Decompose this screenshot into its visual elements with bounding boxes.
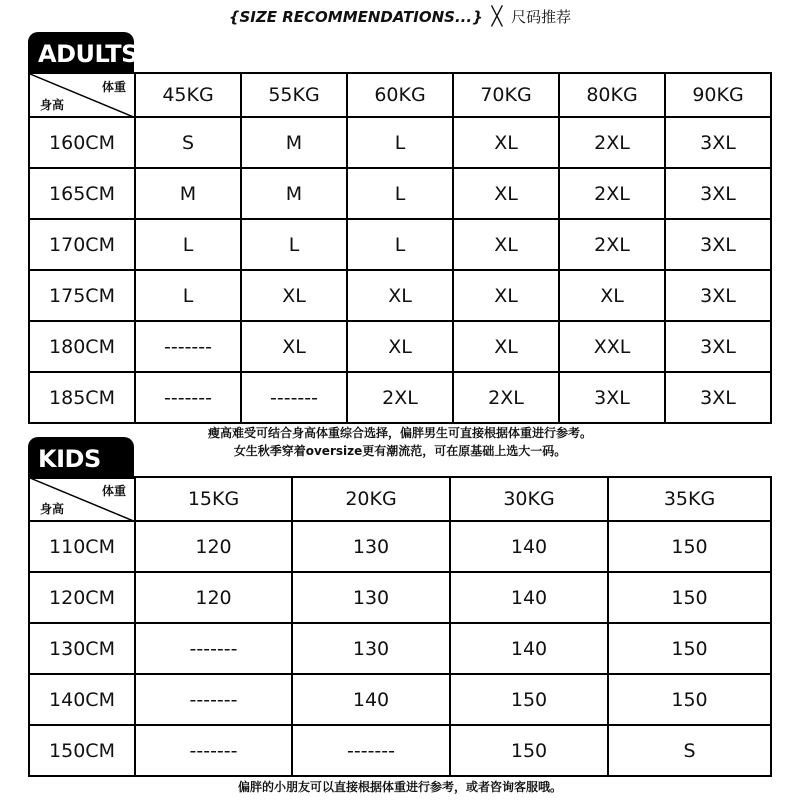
size-cell: 2XL [347,372,453,423]
size-cell: 3XL [665,117,771,168]
adults-note-2: 女生秋季穿着oversize更有潮流范，可在原基础上选大一码。 [233,444,567,458]
adults-note-1: 瘦高难受可结合身高体重综合选择，偏胖男生可直接根据体重进行参考。 [207,426,592,440]
row-height-label: 185CM [29,372,135,423]
size-cell: XL [453,117,559,168]
size-cell: 3XL [665,168,771,219]
header-title-zh: 尺码推荐 [511,8,572,26]
table-row [29,372,771,423]
size-cell: 3XL [559,372,665,423]
size-cell: XL [347,321,453,372]
size-cell: 150 [450,725,608,776]
size-cell: ------- [135,623,292,674]
table-row [29,168,771,219]
size-cell: ------- [135,674,292,725]
table-row [29,572,771,623]
row-height-label: 160CM [29,117,135,168]
size-cell: 120 [135,521,292,572]
page-header [0,6,800,27]
size-cell: 130 [292,521,450,572]
corner-height-label: 身高 [40,98,65,112]
size-cell: 2XL [559,219,665,270]
size-cell: 150 [608,521,771,572]
size-cell: 150 [608,674,771,725]
row-height-label: 120CM [29,572,135,623]
table-row [29,219,771,270]
size-cell: L [347,168,453,219]
column-header: 15KG [135,477,292,521]
kids-header-row [29,477,771,521]
row-height-label: 175CM [29,270,135,321]
kids-badge: KIDS [28,437,134,479]
size-cell: 150 [608,623,771,674]
kids-size-table [28,476,772,777]
size-cell: S [135,117,241,168]
size-cell: 3XL [665,321,771,372]
row-height-label: 170CM [29,219,135,270]
size-cell: ------- [241,372,347,423]
size-cell: 2XL [559,168,665,219]
size-cell: M [135,168,241,219]
adults-corner-cell [29,73,135,117]
size-cell: 2XL [559,117,665,168]
size-cell: XL [453,168,559,219]
kids-note: 偏胖的小朋友可以直接根据体重进行参考，或者咨询客服哦。 [237,780,562,794]
table-row [29,674,771,725]
size-cell: XL [241,321,347,372]
column-header: 70KG [453,73,559,117]
adults-header-row [29,73,771,117]
size-cell: XL [559,270,665,321]
size-cell: 130 [292,623,450,674]
size-cell: S [608,725,771,776]
table-row [29,270,771,321]
size-cell: 2XL [453,372,559,423]
size-cell: L [135,270,241,321]
size-cell: XL [453,219,559,270]
separator-icon: ╳ [491,6,503,27]
size-cell: 150 [450,674,608,725]
size-cell: 140 [450,521,608,572]
row-height-label: 165CM [29,168,135,219]
size-cell: XL [453,270,559,321]
size-cell: ------- [135,725,292,776]
corner-weight-label: 体重 [101,80,126,94]
column-header: 45KG [135,73,241,117]
row-height-label: 110CM [29,521,135,572]
column-header: 60KG [347,73,453,117]
size-cell: ------- [135,321,241,372]
size-cell: L [347,117,453,168]
adults-size-table [28,72,772,424]
table-row [29,623,771,674]
size-cell: 150 [608,572,771,623]
size-cell: XL [241,270,347,321]
size-cell: 120 [135,572,292,623]
size-cell: XL [347,270,453,321]
column-header: 35KG [608,477,771,521]
size-cell: 3XL [665,372,771,423]
size-cell: M [241,117,347,168]
size-cell: L [241,219,347,270]
column-header: 90KG [665,73,771,117]
row-height-label: 140CM [29,674,135,725]
adults-badge: ADULTS [28,32,134,74]
table-row [29,725,771,776]
header-title-en: {SIZE RECOMMENDATIONS...} [228,8,483,26]
size-cell: M [241,168,347,219]
table-row [29,321,771,372]
size-cell: XL [453,321,559,372]
row-height-label: 130CM [29,623,135,674]
size-cell: L [347,219,453,270]
size-cell: 140 [292,674,450,725]
size-cell: 130 [292,572,450,623]
size-cell: XXL [559,321,665,372]
size-cell: 3XL [665,219,771,270]
size-cell: ------- [135,372,241,423]
column-header: 80KG [559,73,665,117]
table-row [29,521,771,572]
row-height-label: 150CM [29,725,135,776]
size-cell: L [135,219,241,270]
column-header: 30KG [450,477,608,521]
row-height-label: 180CM [29,321,135,372]
kids-corner-cell [29,477,135,521]
size-cell: 140 [450,623,608,674]
corner-weight-label: 体重 [101,484,126,498]
size-cell: ------- [292,725,450,776]
table-row [29,117,771,168]
column-header: 20KG [292,477,450,521]
corner-height-label: 身高 [40,502,65,516]
size-cell: 140 [450,572,608,623]
size-cell: 3XL [665,270,771,321]
column-header: 55KG [241,73,347,117]
